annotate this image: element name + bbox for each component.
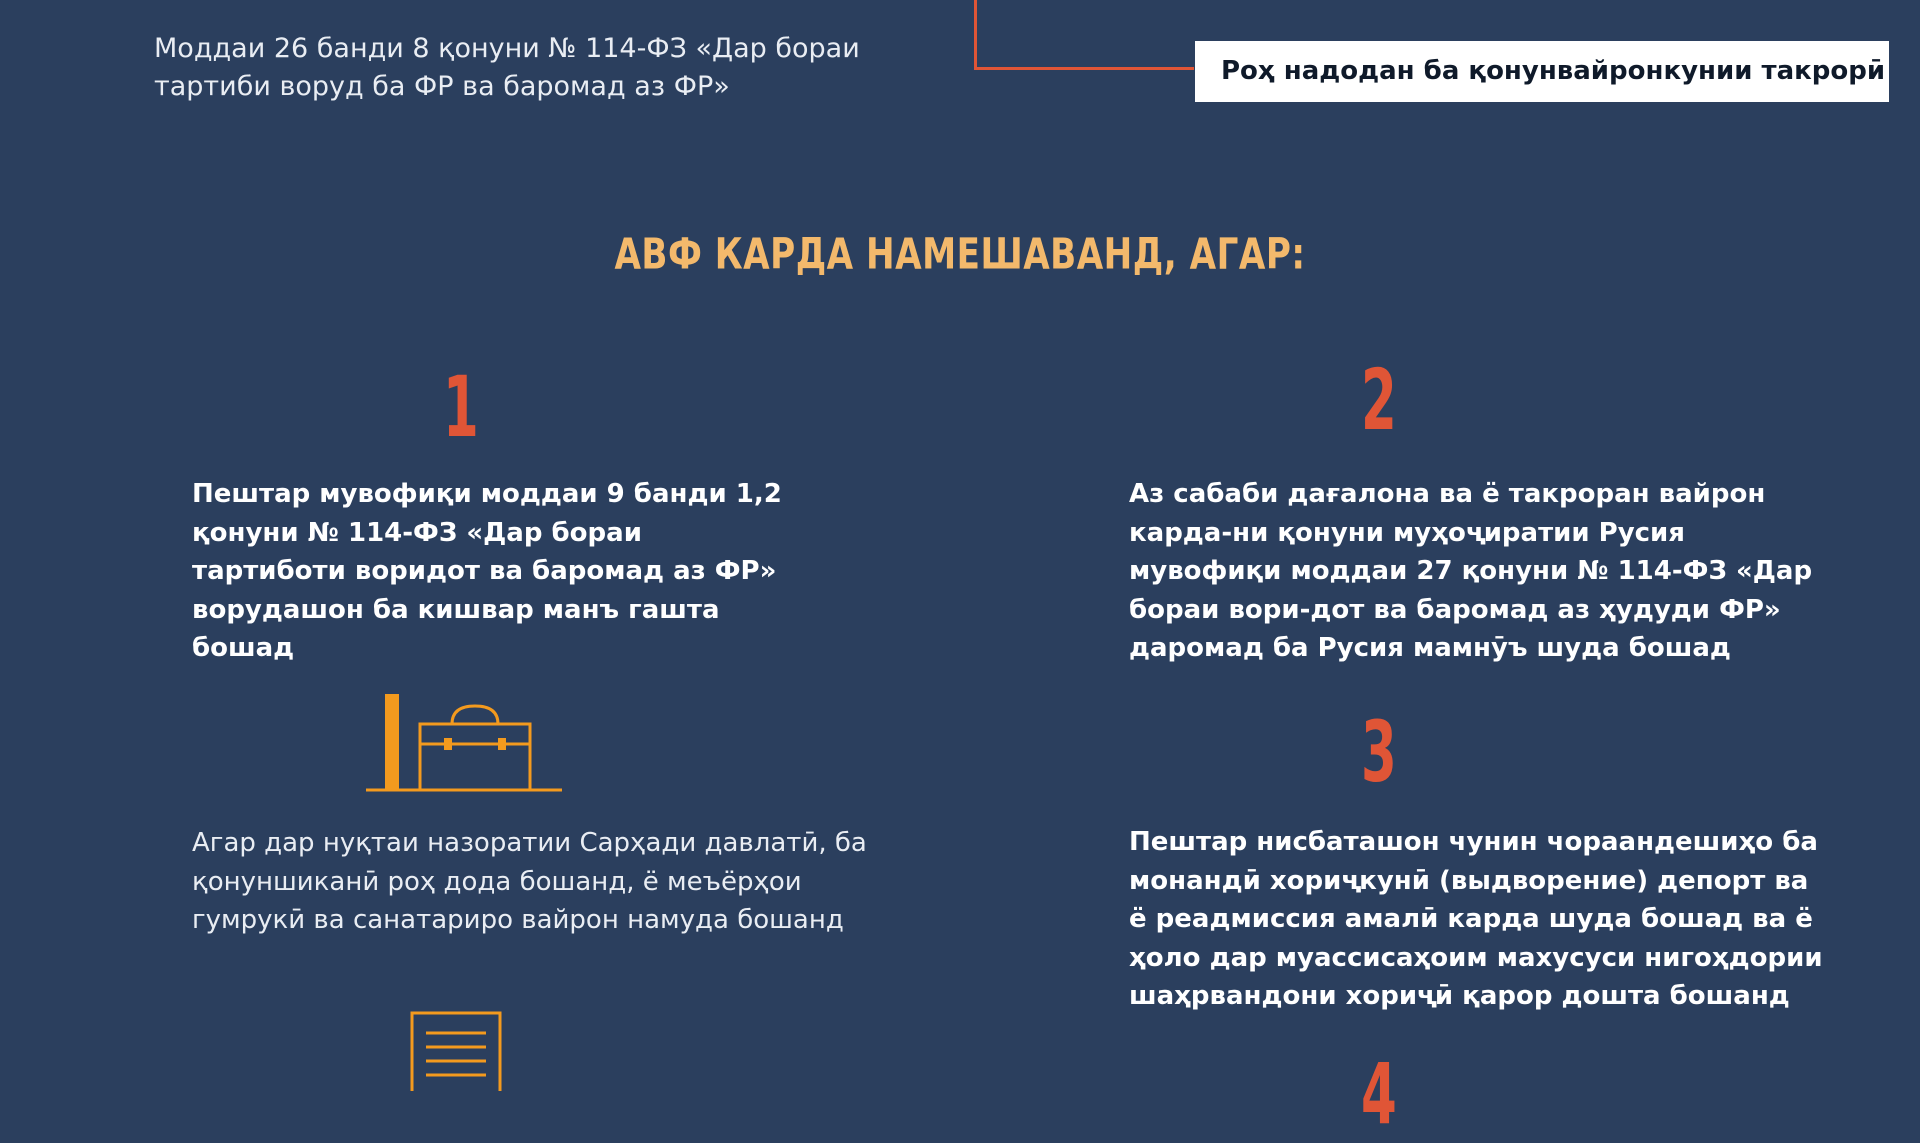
law-reference: Моддаи 26 банди 8 қонуни № 114-ФЗ «Дар бораи тартиби воруд ба ФР ва баромад аз ФР» <box>154 33 860 102</box>
customs-note-text: Агар дар нуқтаи назоратии Сарҳади давлатӣ, ба қонуншиканӣ роҳ дода бошанд, ё меъёрҳои гумрукӣ ва санатариро вайрон намуда бошанд <box>192 828 867 935</box>
item-number-1: 1 <box>443 358 479 456</box>
item-number-2: 2 <box>1361 351 1397 449</box>
item-text-3: Пештар нисбаташон чунин чораандешиҳо ба монандӣ хориҷкунӣ (выдворение) депорт ва ё реадмиссия амалӣ карда шуда бошад ва ё ҳоло дар муассисаҳоим махусуси нигоҳдории шаҳрвандони хориҷӣ қарор дошта бошанд <box>1129 827 1823 1011</box>
item-number-3: 3 <box>1361 703 1397 801</box>
item-text-1: Пештар мувофиқи моддаи 9 банди 1,2 қонуни № 114-ФЗ «Дар бораи тартиботи воридот ва баромад аз ФР» ворудашон ба кишвар манъ гашта бошад <box>192 479 782 663</box>
connector-line <box>974 0 1194 70</box>
section-title: АВФ КАРДА НАМЕШАВАНД, АГАР: <box>614 229 1306 279</box>
barrier-and-suitcase-icon <box>366 692 562 794</box>
item-text-2: Аз сабаби дағалона ва ё такроран вайрон карда-ни қонуни муҳоҷиратии Русия мувофиқи моддаи 27 қонуни № 114-ФЗ «Дар бораи вори-дот ва баромад аз ҳудуди ФР» даромад ба Русия мамнӯъ шуда бошад <box>1129 479 1813 663</box>
item-number-4: 4 <box>1361 1045 1397 1143</box>
document-icon <box>410 1011 504 1091</box>
label-box: Роҳ надодан ба қонунвайронкунии такрорӣ <box>1195 41 1889 102</box>
